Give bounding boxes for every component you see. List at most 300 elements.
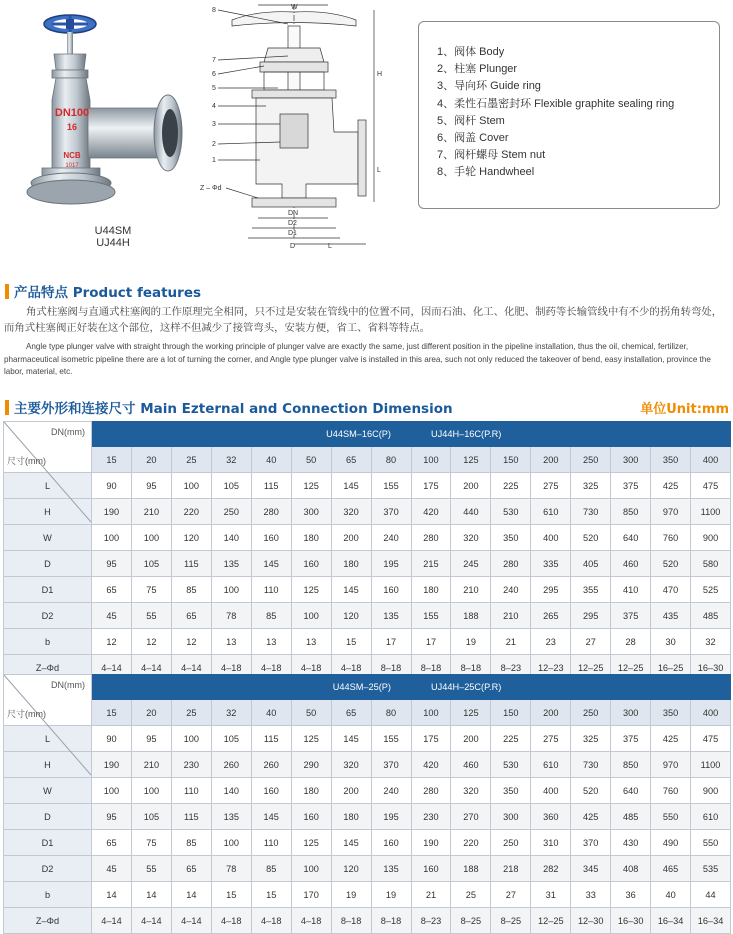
row-label-cell: Z–Φd: [4, 655, 92, 681]
value-cell: 16–34: [651, 908, 691, 934]
value-cell: 105: [131, 551, 171, 577]
value-cell: 90: [92, 473, 132, 499]
value-cell: 8–18: [371, 908, 411, 934]
value-cell: 155: [371, 726, 411, 752]
dn-header-cell: 50: [291, 700, 331, 726]
value-cell: 535: [691, 856, 731, 882]
drawing-num-4: 4: [212, 103, 216, 110]
dimensions-heading: [5, 397, 453, 417]
value-cell: 520: [571, 525, 611, 551]
value-cell: 188: [451, 856, 491, 882]
value-cell: 760: [651, 778, 691, 804]
value-cell: 175: [411, 726, 451, 752]
value-cell: 55: [131, 603, 171, 629]
value-cell: 85: [171, 830, 211, 856]
row-label-cell: Z–Φd: [4, 908, 92, 934]
value-cell: 25: [451, 882, 491, 908]
value-cell: 13: [211, 629, 251, 655]
dn-header-cell: 150: [491, 700, 531, 726]
value-cell: 120: [331, 603, 371, 629]
value-cell: 16–30: [611, 908, 651, 934]
value-cell: 13: [291, 629, 331, 655]
value-cell: 19: [451, 629, 491, 655]
table-model-header: [92, 422, 731, 447]
value-cell: 16–30: [691, 655, 731, 681]
value-cell: 145: [331, 473, 371, 499]
features-text-cn: 角式柱塞阀与直通式柱塞阀的工作原理完全相同，只不过是安装在管线中的位置不同，因而石油、化工、化肥、制药等长输管线中有不少的拐角转弯处，而角式柱塞阀正好装在这个部位，这样不但减少了接管弯头，安装方便，省工、省料等特点。: [4, 307, 723, 334]
value-cell: 440: [451, 499, 491, 525]
value-cell: 160: [371, 830, 411, 856]
value-cell: 410: [611, 577, 651, 603]
value-cell: 160: [251, 778, 291, 804]
drawing-dim-d: D: [290, 243, 296, 250]
value-cell: 280: [411, 778, 451, 804]
value-cell: 350: [491, 525, 531, 551]
dn-header-cell: 32: [211, 447, 251, 473]
value-cell: 200: [331, 778, 371, 804]
value-cell: 12–23: [531, 655, 571, 681]
value-cell: 275: [531, 473, 571, 499]
table-corner-cell: [4, 422, 92, 473]
value-cell: 195: [371, 551, 411, 577]
value-cell: 155: [411, 603, 451, 629]
value-cell: 21: [411, 882, 451, 908]
value-cell: 4–18: [211, 655, 251, 681]
value-cell: 32: [691, 629, 731, 655]
value-cell: 65: [171, 856, 211, 882]
value-cell: 23: [531, 629, 571, 655]
value-cell: 400: [531, 525, 571, 551]
value-cell: 135: [371, 603, 411, 629]
value-cell: 195: [371, 804, 411, 830]
value-cell: 900: [691, 525, 731, 551]
dn-header-cell: 200: [531, 700, 571, 726]
value-cell: 95: [131, 473, 171, 499]
value-cell: 300: [491, 804, 531, 830]
value-cell: 75: [131, 830, 171, 856]
valve-photo: [18, 8, 198, 223]
value-cell: 295: [571, 603, 611, 629]
value-cell: 370: [571, 830, 611, 856]
value-cell: 16–25: [651, 655, 691, 681]
value-cell: 100: [92, 525, 132, 551]
photo-mark-pn: 16: [66, 122, 78, 132]
dn-header-cell: 100: [411, 447, 451, 473]
value-cell: 8–23: [491, 655, 531, 681]
drawing-num-6: 6: [212, 71, 216, 78]
value-cell: 485: [611, 804, 651, 830]
drawing-num-1: 1: [212, 157, 216, 164]
value-cell: 550: [651, 804, 691, 830]
drawing-dim-w: W: [291, 4, 298, 11]
value-cell: 4–14: [171, 655, 211, 681]
value-cell: 12–25: [611, 655, 651, 681]
value-cell: 375: [611, 603, 651, 629]
value-cell: 225: [491, 473, 531, 499]
value-cell: 180: [331, 551, 371, 577]
value-cell: 15: [211, 882, 251, 908]
value-cell: 145: [251, 804, 291, 830]
value-cell: 17: [411, 629, 451, 655]
drawing-num-3: 3: [212, 121, 216, 128]
value-cell: 8–18: [331, 908, 371, 934]
value-cell: 36: [611, 882, 651, 908]
value-cell: 95: [92, 804, 132, 830]
value-cell: 470: [651, 577, 691, 603]
value-cell: 8–25: [451, 908, 491, 934]
value-cell: 125: [291, 577, 331, 603]
model-a-label: U44SM–16C(P): [326, 429, 391, 439]
parts-list: [437, 44, 719, 182]
part-item: 1、阀体 Body: [437, 46, 505, 58]
value-cell: 640: [611, 525, 651, 551]
corner-size-label: 尺寸(mm): [7, 456, 46, 466]
value-cell: 610: [531, 752, 571, 778]
value-cell: 8–18: [371, 655, 411, 681]
part-item: 8、手轮 Handwheel: [437, 166, 535, 179]
value-cell: 760: [651, 525, 691, 551]
value-cell: 475: [691, 473, 731, 499]
part-item: 4、柔性石墨密封环 Flexible graphite sealing ring: [437, 97, 675, 110]
value-cell: 19: [371, 882, 411, 908]
drawing-dim-zd: Z – Φd: [200, 185, 222, 192]
value-cell: 300: [291, 499, 331, 525]
value-cell: 33: [571, 882, 611, 908]
dn-header-cell: 32: [211, 700, 251, 726]
value-cell: 408: [611, 856, 651, 882]
value-cell: 85: [251, 603, 291, 629]
drawing-dim-h: H: [377, 71, 383, 78]
value-cell: 45: [92, 603, 132, 629]
value-cell: 85: [171, 577, 211, 603]
parts-list-box: [418, 21, 720, 209]
dn-header-cell: 40: [251, 700, 291, 726]
value-cell: 420: [411, 752, 451, 778]
value-cell: 125: [291, 726, 331, 752]
part-item: 2、柱塞 Plunger: [437, 63, 518, 76]
dn-header-cell: 200: [531, 447, 571, 473]
drawing-num-2: 2: [212, 141, 216, 148]
value-cell: 360: [531, 804, 571, 830]
value-cell: 27: [571, 629, 611, 655]
value-cell: 75: [131, 577, 171, 603]
value-cell: 320: [331, 752, 371, 778]
value-cell: 105: [131, 804, 171, 830]
value-cell: 31: [531, 882, 571, 908]
value-cell: 225: [491, 726, 531, 752]
heading-bar-icon: [5, 284, 9, 299]
table-row: [4, 882, 731, 908]
value-cell: 15: [331, 629, 371, 655]
dn-header-cell: 100: [411, 700, 451, 726]
caption-model-1: U44SM: [94, 225, 132, 237]
value-cell: 160: [411, 856, 451, 882]
dn-header-cell: 300: [611, 700, 651, 726]
value-cell: 550: [691, 830, 731, 856]
value-cell: 4–18: [331, 655, 371, 681]
photo-mark-dn: DN100: [54, 107, 90, 119]
value-cell: 210: [491, 603, 531, 629]
value-cell: 245: [451, 551, 491, 577]
features-heading: [5, 281, 201, 301]
dn-header-cell: 40: [251, 447, 291, 473]
value-cell: 190: [92, 499, 132, 525]
value-cell: 8–23: [411, 908, 451, 934]
value-cell: 145: [331, 830, 371, 856]
value-cell: 55: [131, 856, 171, 882]
value-cell: 90: [92, 726, 132, 752]
value-cell: 65: [92, 577, 132, 603]
corner-diagonal: [4, 675, 91, 775]
value-cell: 325: [571, 726, 611, 752]
dn-header-cell: 20: [131, 700, 171, 726]
value-cell: 175: [411, 473, 451, 499]
table-row: [4, 629, 731, 655]
value-cell: 425: [651, 473, 691, 499]
value-cell: 30: [651, 629, 691, 655]
value-cell: 270: [451, 804, 491, 830]
value-cell: 19: [331, 882, 371, 908]
row-label-cell: L: [4, 473, 92, 499]
value-cell: 275: [531, 726, 571, 752]
table-model-header: [92, 675, 731, 700]
value-cell: 350: [491, 778, 531, 804]
value-cell: 15: [251, 882, 291, 908]
dn-header-cell: 15: [92, 447, 132, 473]
value-cell: 435: [651, 603, 691, 629]
table-row: [4, 726, 731, 752]
value-cell: 200: [331, 525, 371, 551]
value-cell: 65: [92, 830, 132, 856]
value-cell: 135: [211, 551, 251, 577]
value-cell: 135: [371, 856, 411, 882]
value-cell: 530: [491, 499, 531, 525]
value-cell: 260: [251, 752, 291, 778]
value-cell: 430: [611, 830, 651, 856]
value-cell: 14: [131, 882, 171, 908]
value-cell: 45: [92, 856, 132, 882]
value-cell: 115: [171, 551, 211, 577]
value-cell: 210: [131, 499, 171, 525]
value-cell: 160: [291, 804, 331, 830]
value-cell: 100: [291, 603, 331, 629]
value-cell: 17: [371, 629, 411, 655]
value-cell: 188: [451, 603, 491, 629]
value-cell: 1100: [691, 499, 731, 525]
dn-header-cell: 50: [291, 447, 331, 473]
value-cell: 8–25: [491, 908, 531, 934]
value-cell: 4–14: [171, 908, 211, 934]
dn-header-cell: 65: [331, 447, 371, 473]
value-cell: 140: [211, 525, 251, 551]
value-cell: 8–18: [451, 655, 491, 681]
value-cell: 370: [371, 499, 411, 525]
value-cell: 12–25: [531, 908, 571, 934]
corner-size-label: 尺寸(mm): [7, 709, 46, 719]
value-cell: 210: [131, 752, 171, 778]
value-cell: 375: [611, 473, 651, 499]
value-cell: 520: [651, 551, 691, 577]
value-cell: 44: [691, 882, 731, 908]
value-cell: 220: [451, 830, 491, 856]
value-cell: 280: [491, 551, 531, 577]
value-cell: 325: [571, 473, 611, 499]
value-cell: 210: [451, 577, 491, 603]
drawing-dim-d2: D2: [288, 220, 297, 227]
table-row: [4, 752, 731, 778]
value-cell: 610: [531, 499, 571, 525]
value-cell: 140: [211, 778, 251, 804]
dn-header-cell: 125: [451, 447, 491, 473]
row-label-cell: D: [4, 804, 92, 830]
value-cell: 320: [451, 525, 491, 551]
corner-dn-label: DN(mm): [51, 680, 85, 690]
value-cell: 282: [531, 856, 571, 882]
value-cell: 970: [651, 752, 691, 778]
value-cell: 335: [531, 551, 571, 577]
drawing-dim-d1: D1: [288, 230, 297, 237]
value-cell: 100: [171, 473, 211, 499]
row-label-cell: H: [4, 499, 92, 525]
value-cell: 900: [691, 778, 731, 804]
value-cell: 190: [411, 830, 451, 856]
value-cell: 240: [371, 525, 411, 551]
table-corner-cell: [4, 675, 92, 726]
dn-header-cell: 25: [171, 700, 211, 726]
value-cell: 215: [411, 551, 451, 577]
dn-header-cell: 400: [691, 447, 731, 473]
value-cell: 280: [251, 499, 291, 525]
row-label-cell: b: [4, 882, 92, 908]
value-cell: 290: [291, 752, 331, 778]
value-cell: 120: [331, 856, 371, 882]
value-cell: 40: [651, 882, 691, 908]
value-cell: 78: [211, 603, 251, 629]
drawing-num-7: 7: [212, 57, 216, 64]
table-row: [4, 603, 731, 629]
table-row: [4, 499, 731, 525]
table-row: [4, 856, 731, 882]
value-cell: 400: [531, 778, 571, 804]
features-title: 产品特点 Product features: [14, 285, 202, 301]
value-cell: 370: [371, 752, 411, 778]
value-cell: 250: [491, 830, 531, 856]
value-cell: 640: [611, 778, 651, 804]
part-item: 7、阀杆螺母 Stem nut: [437, 149, 546, 162]
part-item: 3、导向环 Guide ring: [437, 80, 541, 93]
value-cell: 220: [171, 499, 211, 525]
value-cell: 970: [651, 499, 691, 525]
drawing-num-5: 5: [212, 85, 216, 92]
value-cell: 200: [451, 726, 491, 752]
value-cell: 110: [251, 577, 291, 603]
value-cell: 850: [611, 499, 651, 525]
value-cell: 425: [651, 726, 691, 752]
value-cell: 65: [171, 603, 211, 629]
value-cell: 160: [251, 525, 291, 551]
value-cell: 110: [171, 778, 211, 804]
value-cell: 190: [92, 752, 132, 778]
row-label-cell: H: [4, 752, 92, 778]
value-cell: 4–14: [131, 655, 171, 681]
value-cell: 8–18: [411, 655, 451, 681]
value-cell: 4–18: [251, 655, 291, 681]
value-cell: 218: [491, 856, 531, 882]
value-cell: 21: [491, 629, 531, 655]
value-cell: 12: [92, 629, 132, 655]
value-cell: 465: [651, 856, 691, 882]
value-cell: 490: [651, 830, 691, 856]
drawing-dim-l: L: [377, 167, 381, 174]
value-cell: 160: [371, 577, 411, 603]
value-cell: 28: [611, 629, 651, 655]
value-cell: 265: [531, 603, 571, 629]
row-label-cell: D2: [4, 603, 92, 629]
value-cell: 120: [171, 525, 211, 551]
model-b-label: UJ44H–16C(P.R): [431, 429, 502, 439]
value-cell: 730: [571, 752, 611, 778]
value-cell: 530: [491, 752, 531, 778]
value-cell: 95: [131, 726, 171, 752]
value-cell: 125: [291, 830, 331, 856]
value-cell: 170: [291, 882, 331, 908]
value-cell: 230: [171, 752, 211, 778]
value-cell: 180: [331, 804, 371, 830]
photo-caption: [68, 225, 158, 249]
dn-header-cell: 250: [571, 700, 611, 726]
value-cell: 250: [211, 499, 251, 525]
dn-header-cell: 65: [331, 700, 371, 726]
drawing-dim-dn: DN: [288, 210, 299, 217]
table-row: [4, 830, 731, 856]
dn-header-cell: 15: [92, 700, 132, 726]
value-cell: 105: [211, 473, 251, 499]
value-cell: 100: [211, 830, 251, 856]
model-b-label: UJ44H–25C(P.R): [431, 682, 502, 692]
value-cell: 115: [251, 473, 291, 499]
value-cell: 1100: [691, 752, 731, 778]
value-cell: 160: [291, 551, 331, 577]
value-cell: 180: [291, 525, 331, 551]
dn-header-cell: 25: [171, 447, 211, 473]
dn-header-cell: 150: [491, 447, 531, 473]
value-cell: 355: [571, 577, 611, 603]
value-cell: 320: [451, 778, 491, 804]
value-cell: 100: [171, 726, 211, 752]
value-cell: 100: [211, 577, 251, 603]
value-cell: 4–14: [131, 908, 171, 934]
value-cell: 4–18: [251, 908, 291, 934]
value-cell: 475: [691, 726, 731, 752]
dn-header-cell: 80: [371, 700, 411, 726]
value-cell: 105: [211, 726, 251, 752]
table-row: [4, 908, 731, 934]
photo-mark-brand: NCB: [63, 151, 81, 160]
value-cell: 12: [131, 629, 171, 655]
value-cell: 4–18: [211, 908, 251, 934]
row-label-cell: D1: [4, 830, 92, 856]
dn-header-cell: 20: [131, 447, 171, 473]
caption-model-2: UJ44H: [96, 237, 130, 249]
value-cell: 100: [291, 856, 331, 882]
value-cell: 13: [251, 629, 291, 655]
value-cell: 730: [571, 499, 611, 525]
drawing-num-8: 8: [212, 7, 216, 14]
row-label-cell: L: [4, 726, 92, 752]
value-cell: 100: [131, 778, 171, 804]
value-cell: 12–25: [571, 655, 611, 681]
value-cell: 12–30: [571, 908, 611, 934]
